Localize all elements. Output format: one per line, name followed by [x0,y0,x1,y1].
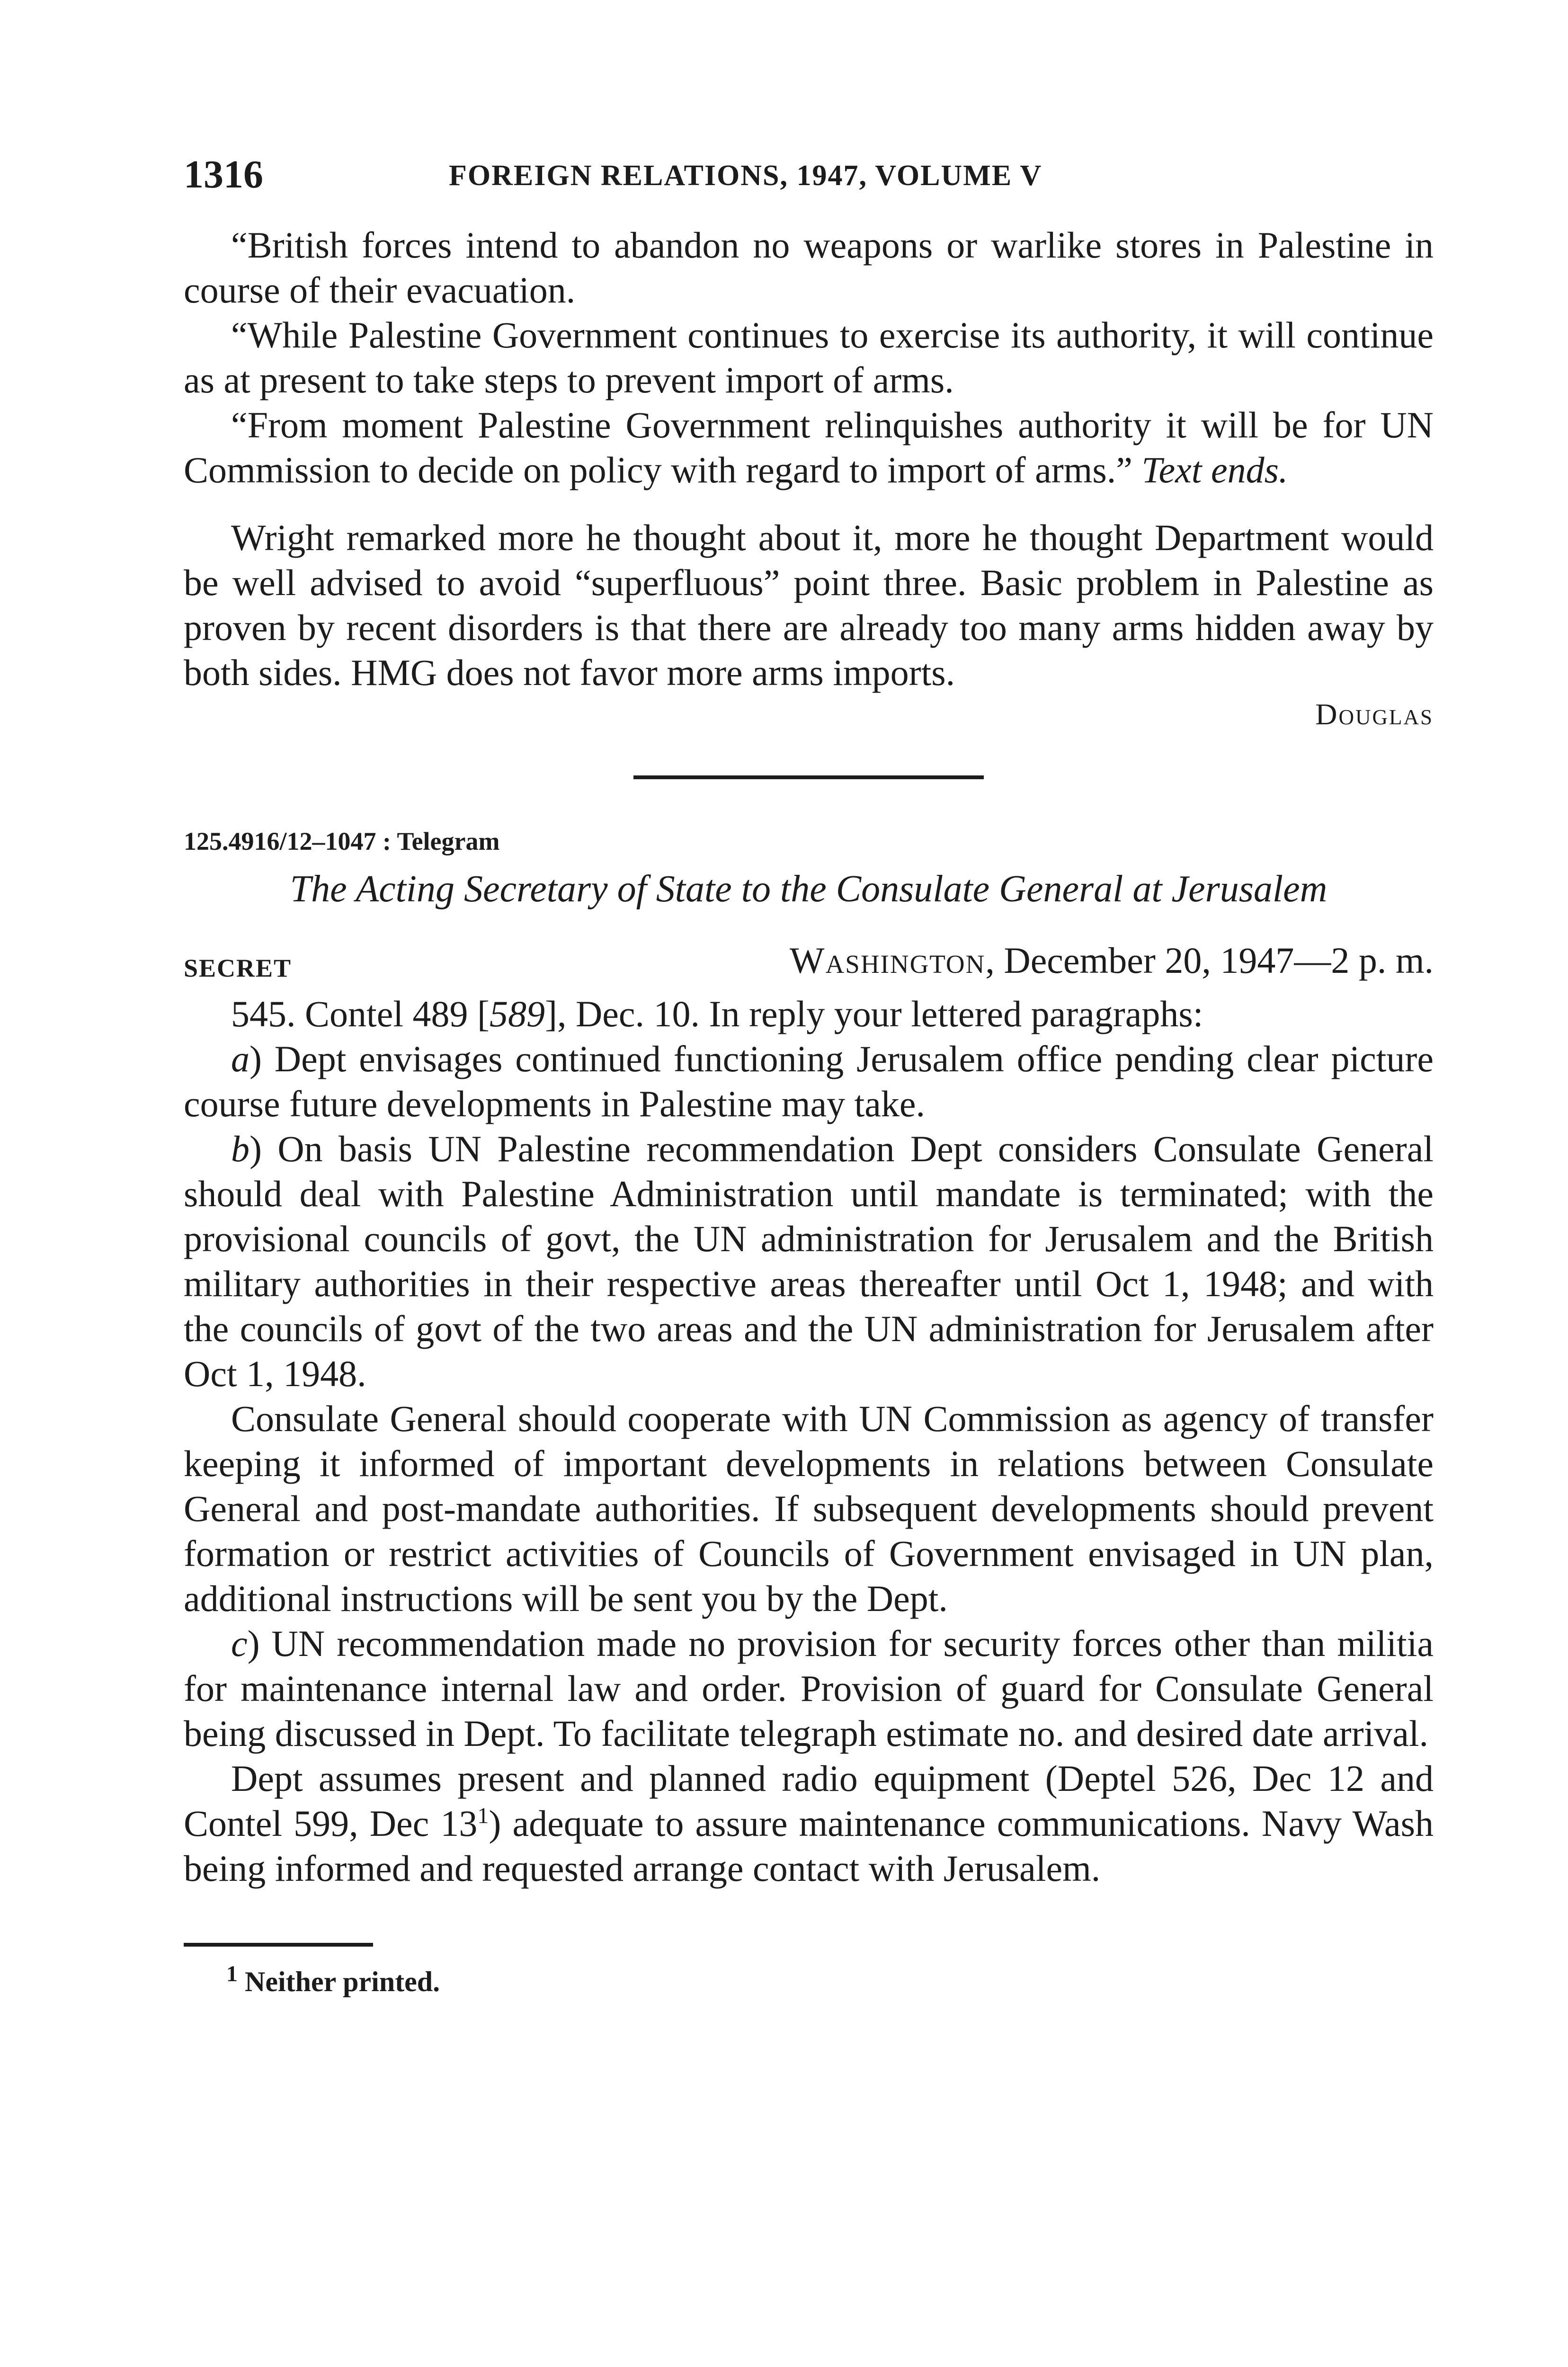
radio-paragraph [184,1756,1434,1891]
document-meta [184,939,1434,991]
page-header [184,142,1434,199]
footnote-mark: 1 [226,1961,238,1986]
section-divider [633,775,984,779]
footnote [184,1961,1434,1998]
running-head: FOREIGN RELATIONS, 1947, VOLUME V [449,160,1042,192]
document-title: The Acting Secretary of State to the Consulate General at Jerusalem [290,868,1327,910]
intro-text-b: ], Dec. 10. In reply your lettered paragraphs: [544,993,1203,1034]
intro-text-a: 545. Contel 489 [ [231,993,490,1034]
intro-paragraph [184,991,1434,1036]
paragraph-a [184,1036,1434,1126]
footnote-text: Neither printed. [238,1966,440,1997]
document-id: 125.4916/12–1047 : Telegram [184,827,500,855]
quote-paragraph-2: “While Palestine Government continues to exercise its authority, it will continue as at present to take steps to prevent import of arms. [184,314,1434,400]
radio-text-a: Dept assumes present and planned radio equipment (Deptel 526, Dec 12 and Contel 599, Dec 13 [184,1758,1434,1844]
consulate-paragraph: Consulate General should cooperate with UN Commission as agency of transfer keeping it informed of important developments in relations between Consulate General and post-mandate authorities. If subsequent developments should prevent formation or restrict activities of Councils of Government envisaged in UN plan, additional instructions will be sent you by the Dept. [184,1398,1434,1619]
paragraph-a-text: ) Dept envisages continued functioning Jerusalem office pending clear picture course future developments in Palestine may take. [184,1038,1434,1124]
document-page [184,142,1434,1998]
paragraph-b [184,1126,1434,1396]
intro-bracket-number: 589 [489,993,545,1034]
paragraph-c-label: c [231,1623,248,1664]
quote-paragraph-3 [184,402,1434,492]
quote-paragraph-3-text: “From moment Palestine Government relinquishes authority it will be for UN Commission to decide on policy with regard to import of arms.” [184,404,1434,490]
classification-label: SECRET [184,954,292,982]
paragraph-b-label: b [231,1128,249,1169]
page-number: 1316 [184,152,263,196]
paragraph-c [184,1621,1434,1756]
quote-paragraph-1: “British forces intend to abandon no weapons or warlike stores in Palestine in course of their evacuation. [184,224,1434,311]
paragraph-b-text: ) On basis UN Palestine recommendation Dept considers Consulate General should deal with Palestine Administration until mandate is terminated; with the provisional councils of govt, the UN administration for Jerusalem and the British military authorities in their respective areas thereafter until Oct 1, 1948; and with the councils of govt of the two areas and the UN administration for Jerusalem after Oct 1, 1948. [184,1128,1434,1394]
signature: Douglas [1315,697,1434,731]
dateline-date: , December 20, 1947—2 p. m. [985,940,1434,981]
dateline [790,939,1434,982]
paragraph-c-text: ) UN recommendation made no provision for security forces other than militia for maintenance internal law and order. Provision of guard for Consulate General being discussed in Dept. To facilitate telegraph estimate no. and desired date arrival. [184,1623,1434,1754]
footnote-reference: 1 [477,1803,489,1828]
comment-paragraph: Wright remarked more he thought about it, more he thought Department would be well advised to avoid “superfluous” point three. Basic problem in Palestine as proven by recent disorders is that there are already too many arms hidden away by both sides. HMG does not favor more arms imports. [184,517,1434,693]
quoted-text [184,222,1434,492]
radio-text-b: ) adequate to assure maintenance communications. Navy Wash being informed and requested arrange contact with Jerusalem. [184,1803,1434,1889]
paragraph-a-label: a [231,1038,249,1079]
text-ends-marker: Text ends. [1141,449,1288,490]
footnote-rule [184,1943,373,1947]
dateline-place: Washington [789,940,986,981]
